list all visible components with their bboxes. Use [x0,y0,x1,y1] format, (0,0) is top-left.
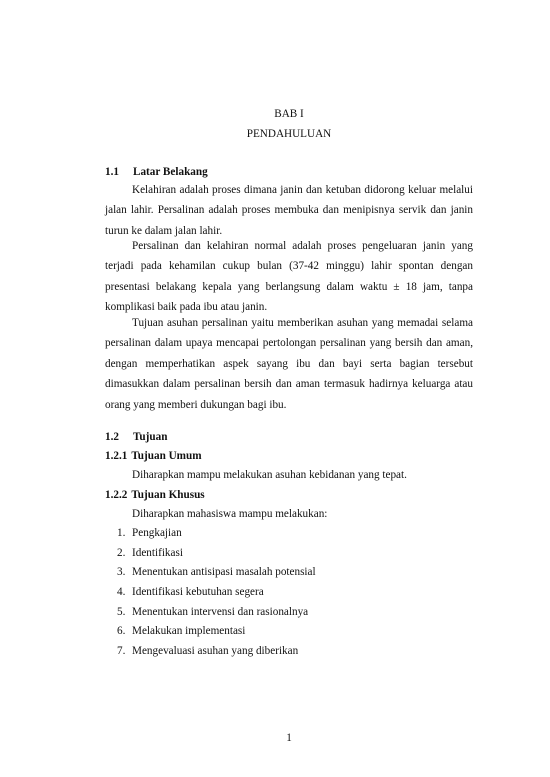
subsection-number: 1.2.1 [105,450,128,462]
tujuan-umum-text: Diharapkan mampu melakukan asuhan kebidanan yang tepat. [132,469,407,481]
page-number: 1 [286,732,292,744]
list-item: 6. Melakukan implementasi [117,625,246,638]
list-item: 5. Menentukan intervensi dan rasionalnya [117,605,309,618]
section-title: Tujuan [133,431,168,443]
subsection-title: Tujuan Umum [131,450,202,462]
tujuan-khusus-list [117,527,316,665]
section-number: 1.2 [105,431,119,443]
subsection-title: Tujuan Khusus [131,489,205,501]
paragraph-3: Tujuan asuhan persalinan yaitu memberikan asuhan yang memadai selama persalinan dalam upaya mencapai pertolongan persalinan yang bersih dan aman, dengan memperhatikan aspek sayang ibu dan bayi serta bagian tersebut dimasukkan dalam persalinan bersih dan aman termasuk hadirnya keluarga atau orang yang memberi dukungan bagi ibu. [105,317,473,411]
section-heading-1-1 [105,167,208,178]
list-item: 1. Pengkajian [117,527,182,539]
subsection-number: 1.2.2 [105,489,128,501]
list-item: 2. Identifikasi [117,546,183,559]
paragraph-1: Kelahiran adalah proses dimana janin dan ketuban didorong keluar melalui jalan lahir. Persalinan adalah proses membuka dan menipisnya servik dan janin turun ke dalam jalan lahir. [105,184,473,237]
list-item: 7. Mengevaluasi asuhan yang diberikan [117,645,299,658]
chapter-title: PENDAHULUAN [246,128,332,140]
section-heading-1-2 [105,432,167,443]
tujuan-khusus-intro: Diharapkan mahasiswa mampu melakukan: [132,508,328,520]
section-number: 1.1 [105,166,119,178]
list-item: 3. Menentukan antisipasi masalah potensial [117,566,316,579]
subsection-heading-1-2-2 [105,490,205,501]
subsection-heading-1-2-1 [105,451,202,462]
section-title: Latar Belakang [133,166,208,178]
chapter-label: BAB I [274,108,304,120]
paragraph-2: Persalinan dan kelahiran normal adalah proses pengeluaran janin yang terjadi pada kehamilan cukup bulan (37-42 minggu) lahir spontan dengan presentasi belakang kepala yang berlangsung dalam waktu ± 18 jam, tanpa komplikasi baik pada ibu atau janin. [105,240,473,314]
list-item: 4. Identifikasi kebutuhan segera [117,586,264,599]
